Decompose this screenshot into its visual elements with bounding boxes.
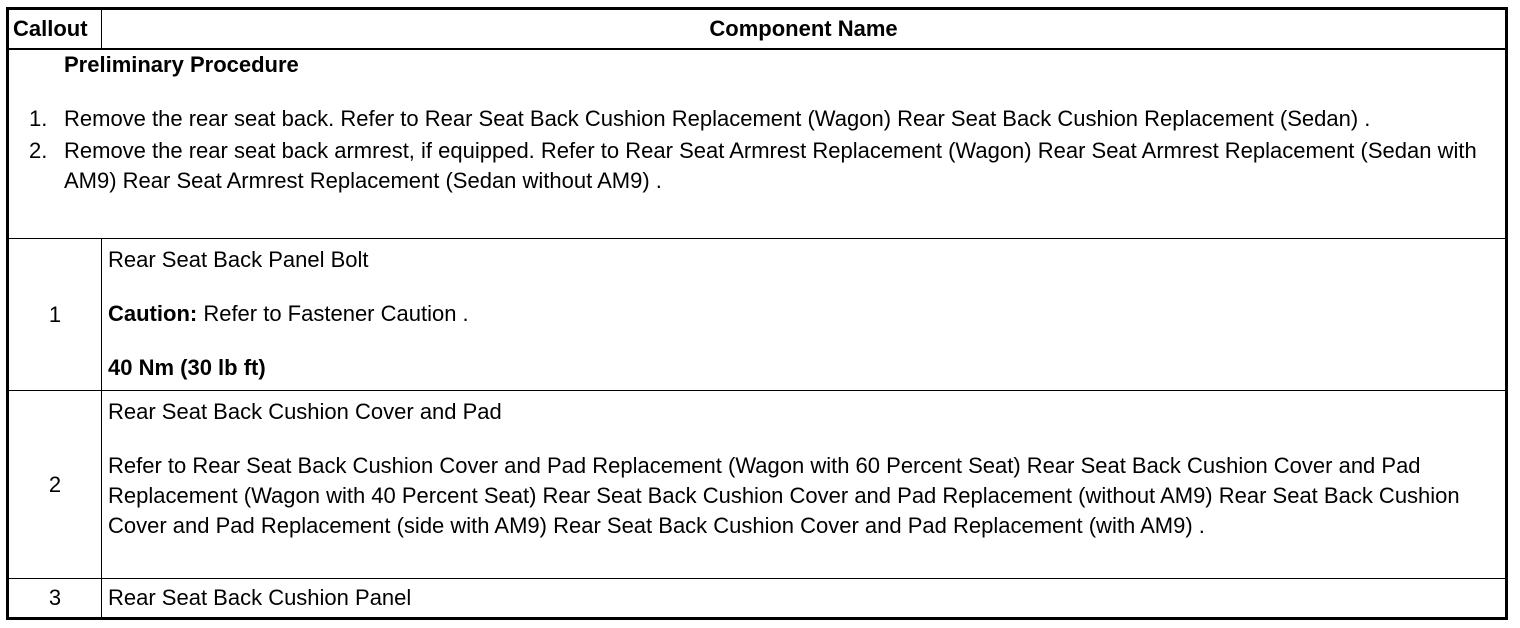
callout-number: 2 [8,391,102,579]
component-description [102,579,1507,619]
step-text: Remove the rear seat back. Refer to Rear Seat Back Cushion Replacement (Wagon) Rear Seat Back Cushion Replacement (Sedan) . [64,106,1371,131]
preliminary-procedure-title: Preliminary Procedure [64,52,299,77]
component-table [6,7,1508,620]
component-description [102,391,1507,579]
component-description [102,239,1507,391]
component-name-column-header: Component Name [102,9,1507,50]
callout-number: 3 [8,579,102,619]
caution-text: Refer to Fastener Caution . [197,301,469,326]
step-number: 1. [29,106,48,131]
preliminary-step [9,136,1505,196]
component-name: Rear Seat Back Cushion Panel [108,585,412,610]
caution-line [108,299,1501,329]
component-name: Rear Seat Back Cushion Cover and Pad [108,399,502,424]
table-row [8,579,1507,619]
table-row [8,391,1507,579]
component-note: Refer to Rear Seat Back Cushion Cover and Pad Replacement (Wagon with 60 Percent Seat) Rear Seat Back Cushion Cover and Pad Replacement (Wagon with 40 Percent Seat) Rear Seat Back Cushion Cover and Pad Replacement (without AM9) Rear Seat Back Cushion Cover and Pad Replacement (side with AM9) Rear Seat Back Cushion Cover and Pad Replacement (with AM9) . [108,453,1460,538]
step-number: 2. [29,138,48,163]
torque-spec: 40 Nm (30 lb ft) [108,355,266,380]
preliminary-steps-list [9,104,1505,196]
preliminary-procedure-row [8,49,1507,239]
table-header-row [8,9,1507,50]
table-row [8,239,1507,391]
preliminary-procedure-cell [8,49,1507,239]
callout-column-header: Callout [8,9,102,50]
preliminary-step [9,104,1505,134]
callout-number: 1 [8,239,102,391]
component-name: Rear Seat Back Panel Bolt [108,247,369,272]
caution-label: Caution: [108,301,198,326]
step-text: Remove the rear seat back armrest, if equipped. Refer to Rear Seat Armrest Replacement (Wagon) Rear Seat Armrest Replacement (Sedan with AM9) Rear Seat Armrest Replacement (Sedan without AM9) . [64,138,1477,193]
